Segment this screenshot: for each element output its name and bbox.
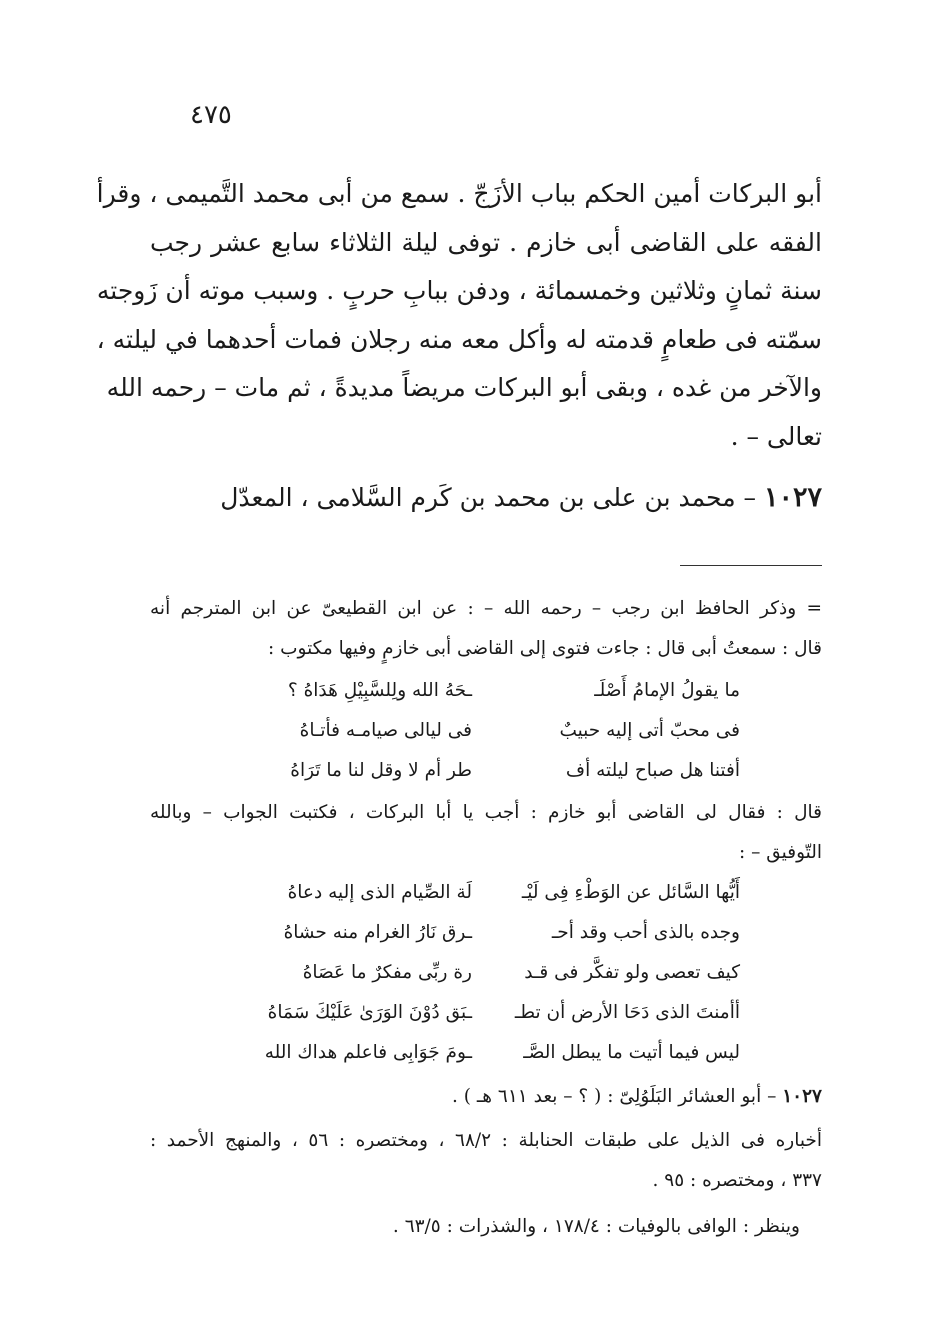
verse-second-hemistich: رة ربِّى مفكرٌ ما عَصَاهُ: [302, 962, 472, 983]
verse-second-hemistich: لَة الصِّيام الذى إليه دعاهُ: [287, 882, 472, 903]
main-line: أبو البركات أمين الحكم بباب الأزَجّ . سمع من أبى محمد التَّميمى ، وقرأ: [96, 179, 822, 208]
footnote-line: ٣٣٧ ، ومختصره : ٩٥ .: [652, 1170, 822, 1191]
footnote-entry-number: ١٠٢٧: [782, 1086, 822, 1107]
main-line: تعالى – .: [730, 421, 822, 451]
verse-second-hemistich: فى ليالى صيامـه فأتـاهُ: [299, 720, 472, 741]
footnote-divider: [680, 565, 822, 566]
verse-line: [150, 882, 822, 912]
entry-heading-number: ١٠٢٧: [763, 482, 822, 513]
entry-heading-text: – محمد بن على بن محمد بن كَرم السَّلامى ، المعدّل: [220, 483, 757, 512]
verse-second-hemistich: ـرق نَارُ الغرام منه حشاهُ: [283, 922, 472, 943]
verse-first-hemistich: أَيُّها السَّائل عن الوَطْءِ فِى لَيْـ: [521, 882, 740, 903]
verse-second-hemistich: طر أم لا وقل لنا ما تَرَاهُ: [290, 760, 472, 781]
verse-first-hemistich: كيف تعصى ولو تفكَّر فى قـد: [524, 962, 740, 983]
verse-line: [150, 962, 822, 992]
footnote-line: وينظر : الوافى بالوفيات : ١٧٨/٤ ، والشذرات : ٦٣/٥ .: [392, 1216, 800, 1237]
footnote-line: التّوفيق – :: [738, 842, 822, 863]
verse-first-hemistich: أأمنتَ الذى دَحَا الأرض أن تطـ: [514, 1002, 740, 1023]
entry-heading: [150, 478, 822, 518]
verse-line: [150, 1042, 822, 1072]
main-line: سنة ثمانٍ وثلاثين وخمسمائة ، ودفن ببابِ حربٍ . وسبب موته أن زَوجته: [96, 276, 822, 305]
main-line: والآخر من غده ، وبقى أبو البركات مريضاً مديدةً ، ثم مات – رحمه الله: [106, 373, 822, 402]
footnote-entry: [150, 1086, 822, 1107]
footnote-entry-text: – أبو العشائر البَلَوُلِىّ : ( ؟ – بعد ٦١١ هـ ) .: [452, 1086, 783, 1107]
footnote-line: أخباره فى الذيل على طبقات الحنابلة : ٦٨/٢ ، ومختصره : ٥٦ ، والمنهج الأحمد :: [150, 1130, 822, 1151]
verse-second-hemistich: ـومَ جَوَابِى فاعلم هداك الله: [264, 1042, 472, 1063]
verse-second-hemistich: ـبَق دُوْنَ الوَرَىٰ عَلَيْكَ سَمَاهُ: [267, 1002, 472, 1023]
verse-line: [150, 922, 822, 952]
footnote-line: قال : سمعتُ أبى قال : جاءت فتوى إلى القاضى أبى خازمٍ وفيها مكتوب :: [268, 638, 822, 659]
page-number: ٤٧٥: [190, 100, 232, 130]
verse-first-hemistich: أفتنا هل صباح ليلته أف: [565, 760, 740, 781]
verse-line: [150, 680, 822, 710]
verse-line: [150, 760, 822, 790]
main-text: [96, 170, 822, 461]
verse-first-hemistich: وجده بالذى أحب وقد أحـ: [551, 922, 740, 943]
verse-line: [150, 720, 822, 750]
verse-first-hemistich: ما يقولُ الإمامُ أَصْلَـ: [594, 680, 740, 701]
footnote-line: = وذكر الحافظ ابن رجب – رحمه الله – : عن ابن القطيعىّ عن ابن المترجم أنه: [150, 598, 822, 619]
verse-first-hemistich: ليس فيما أتيت ما يبطل الصَّـ: [523, 1042, 740, 1063]
verse-line: [150, 1002, 822, 1032]
main-line: سمّته فى طعامٍ قدمته له وأكل معه منه رجلان فمات أحدهما في ليلته ،: [96, 324, 822, 354]
main-line: الفقه على القاضى أبى خازم . توفى ليلة الثلاثاء سابع عشر رجب: [150, 227, 822, 257]
verse-second-hemistich: ـحَهُ الله ولِلسَّبِيْلِ هَدَاهُ ؟: [287, 680, 472, 701]
verse-first-hemistich: فى محبّ أتى إليه حبيبٌ: [559, 720, 740, 741]
footnote-line: قال : فقال لى القاضى أبو خازم : أجب يا أبا البركات ، فكتبت الجواب – وبالله: [150, 802, 822, 823]
